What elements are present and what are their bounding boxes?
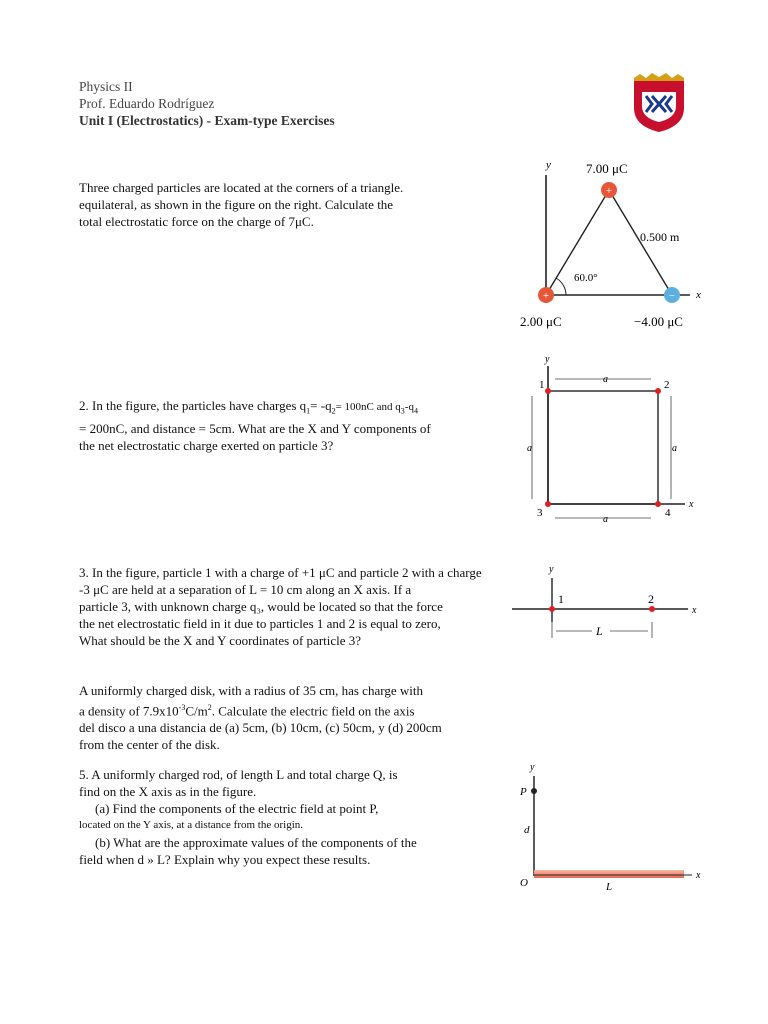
angle-label: 60.0°	[574, 272, 598, 284]
length-label: L	[596, 624, 603, 638]
problem-1-text	[79, 179, 459, 230]
line-charges-figure	[510, 560, 710, 652]
x-axis-label: x	[696, 289, 701, 301]
x-axis-label: x	[692, 605, 697, 616]
particle-2-label: 2	[648, 592, 654, 606]
problem-3-line: the net electrostatic field in it due to particles 1 and 2 is equal to zero,	[79, 616, 441, 631]
angle-arc	[556, 278, 566, 295]
dimension-label-left: a	[527, 443, 532, 454]
distance-d-label: d	[524, 824, 530, 836]
problem-5-line: field when d » L? Explain why you expect these results.	[79, 852, 371, 867]
particle-3-label: 3	[537, 507, 543, 519]
problem-3-text	[79, 564, 506, 649]
origin-label: O	[520, 877, 528, 889]
problem-2-line: = 200nC, and distance = 5cm. What are the X and Y components of	[79, 420, 431, 436]
dimension-label-right: a	[672, 443, 677, 454]
x-axis-label: x	[696, 870, 701, 881]
problem-5-line: located on the Y axis, at a distance from the origin.	[79, 819, 304, 831]
problem-3-line: What should be the X and Y coordinates of particle 3?	[79, 633, 362, 648]
minus-sign: −	[668, 290, 676, 302]
problem-5-line: find on the X axis as in the figure.	[79, 784, 257, 799]
particle-1	[549, 606, 555, 612]
problem-1-line: equilateral, as shown in the figure on the right. Calculate the	[79, 197, 394, 212]
problem-3-line: particle 3, with unknown charge q₃, would be located so that the force	[79, 599, 443, 614]
particle-3	[545, 501, 551, 507]
problem-5-line: (a) Find the components of the electric field at point P,	[95, 801, 379, 816]
problem-1-line: total electrostatic force on the charge of 7μC.	[79, 214, 314, 229]
plus-sign: +	[605, 185, 613, 197]
point-p-label: P	[520, 786, 527, 798]
particle-2	[649, 606, 655, 612]
problem-4-line: del disco a una distancia de (a) 5cm, (b) 10cm, (c) 50cm, y (d) 200cm	[79, 720, 442, 736]
particle-4	[655, 501, 661, 507]
x-axis-label: x	[689, 499, 694, 510]
particle-4-label: 4	[665, 507, 671, 519]
y-axis-label: y	[546, 159, 551, 171]
problem-1-line: Three charged particles are located at the corners of a triangle.	[79, 180, 404, 195]
particle-1	[545, 388, 551, 394]
square-figure	[515, 352, 705, 524]
rod-length-label: L	[606, 881, 613, 893]
particle-1-label: 1	[539, 379, 545, 391]
y-axis-label: y	[549, 564, 554, 575]
triangle-figure	[510, 150, 720, 335]
square	[548, 391, 658, 504]
dimension-label-bottom: a	[603, 514, 608, 524]
unit-title: Unit I (Electrostatics) - Exam-type Exercises	[79, 113, 335, 128]
rod-figure	[510, 758, 710, 893]
problem-3-line: 3. In the figure, particle 1 with a charge of +1 μC and particle 2 with a charge	[79, 565, 482, 580]
particle-2	[655, 388, 661, 394]
particle-2-label: 2	[664, 379, 670, 391]
problem-5-line: (b) What are the approximate values of the components of the	[95, 835, 417, 850]
problem-4-line: A uniformly charged disk, with a radius of 35 cm, has charge with	[79, 683, 423, 698]
plus-sign: +	[542, 290, 550, 302]
problem-4-line: from the center of the disk.	[79, 737, 220, 753]
y-axis-label: y	[530, 762, 535, 773]
problem-4-line: a density of $7.9x10^{-3}C/m^2$. Calculate the electric field on the axis	[79, 703, 415, 719]
y-axis-label: y	[545, 354, 550, 365]
side-length-label: 0.500 m	[640, 230, 680, 244]
left-charge-label: 2.00 μC	[520, 314, 562, 329]
top-charge-label: 7.00 μC	[586, 161, 628, 176]
professor-name: Prof. Eduardo Rodríguez	[79, 96, 215, 111]
problem-5-text	[79, 766, 501, 868]
problem-3-line: -3 μC are held at a separation of L = 10 cm along an X axis. If a	[79, 582, 412, 597]
charged-rod	[534, 870, 684, 878]
university-logo	[630, 72, 688, 134]
problem-5-line: 5. A uniformly charged rod, of length L and total charge Q, is	[79, 767, 398, 782]
problem-2-line: the net electrostatic charge exerted on particle 3?	[79, 437, 334, 453]
point-p	[531, 788, 537, 794]
dimension-label-top: a	[603, 374, 608, 385]
problem-4-text	[79, 682, 499, 753]
course-name: Physics II	[79, 79, 133, 94]
problem-2-line: 2. In the figure, the particles have charges $q_1= -q_2= 100nC$ and $q_3-q_4$	[79, 398, 418, 416]
particle-1-label: 1	[558, 592, 564, 606]
right-charge-label: −4.00 μC	[634, 314, 683, 329]
problem-2-text	[79, 397, 494, 454]
